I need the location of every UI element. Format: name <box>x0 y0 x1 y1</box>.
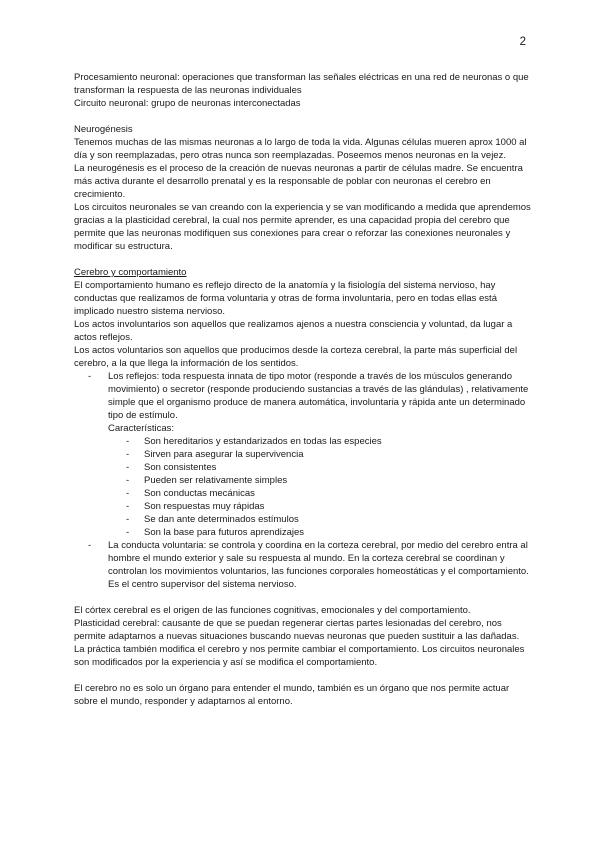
list-item: - Se dan ante determinados estímulos <box>126 514 299 525</box>
document-body <box>74 71 532 708</box>
paragraph: Los actos involuntarios son aquellos que realizamos ajenos a nuestra consciencia y voluntad, da lugar a actos reflejos. <box>74 319 513 343</box>
paragraph: El comportamiento humano es reflejo directo de la anatomía y la fisiología del sistema nervioso, hay conductas que realizamos de forma voluntaria y otras de forma involuntaria, pero en todas ellas está implicado nuestro sistema nervioso. <box>74 280 497 317</box>
list-item: - Son la base para futuros aprendizajes <box>126 527 305 538</box>
paragraph: Tenemos muchas de las mismas neuronas a lo largo de toda la vida. Algunas células mueren aprox 1000 al día y son reemplazadas, pero otras nunca son reemplazadas. Poseemos menos neuronas en la vejez. <box>74 137 527 161</box>
closing-paragraph: El cerebro no es solo un órgano para entender el mundo, también es un órgano que nos permite actuar sobre el mundo, responder y adaptarnos al entorno. <box>74 683 510 707</box>
paragraph: El córtex cerebral es el origen de las funciones cognitivas, emocionales y del comportamiento. <box>74 605 471 616</box>
caracteristicas-list <box>74 435 532 539</box>
caracteristicas-label: Características: <box>108 423 174 434</box>
list-item: - Son hereditarios y estandarizados en todas las especies <box>126 436 382 447</box>
list-item: - Pueden ser relativamente simples <box>126 475 288 486</box>
bullet-marker: - <box>88 371 92 382</box>
paragraph: La práctica también modifica el cerebro y nos permite cambiar el comportamiento. Los circuitos neuronales son modificados por la experiencia y así se modifica el comportamiento. <box>74 644 525 668</box>
bullet-conducta-voluntaria <box>74 539 532 591</box>
paragraph: La neurogénesis es el proceso de la creación de nuevas neuronas a partir de células madre. Se encuentra más activa durante el desarrollo prenatal y es la responsable de poblar con neuronas el cerebro en crecimiento. <box>74 163 523 200</box>
section-heading-neurogenesis: Neurogénesis <box>74 124 133 135</box>
bullet-text: La conducta voluntaria: se controla y coordina en la corteza cerebral, por medio del cerebro entra al hombre el mundo exterior y sale su respuesta al mundo. En la corteza cerebral se coordinan y controlan los movimientos voluntarios, las funciones corporales homeostáticas y el comportamiento. Es el centro supervisor del sistema nervioso. <box>108 540 529 590</box>
paragraph: Los circuitos neuronales se van creando con la experiencia y se van modificando a medida que aprendemos gracias a la plasticidad cerebral, la cual nos permite aprender, es una capacidad propia del cerebro que permite que las neuronas modifiquen sus conexiones para crear o reforzar las conexiones neuronales y modificar su estructura. <box>74 202 531 252</box>
definition-procesamiento: Procesamiento neuronal: operaciones que transforman las señales eléctricas en una red de neuronas o que transforman la respuesta de las neuronas individuales <box>74 72 529 96</box>
list-item: - Sirven para asegurar la supervivencia <box>126 449 304 460</box>
list-item: - Son conductas mecánicas <box>126 488 255 499</box>
definition-circuito: Circuito neuronal: grupo de neuronas interconectadas <box>74 98 301 109</box>
paragraph: Plasticidad cerebral: causante de que se puedan regenerar ciertas partes lesionadas del cerebro, nos permite adaptarnos a nuevas situaciones buscando nuevas neuronas que pueden sustituir a las dañadas. <box>74 618 520 642</box>
list-item: - Son respuestas muy rápidas <box>126 501 265 512</box>
bullet-text: Los reflejos: toda respuesta innata de tipo motor (responde a través de los músculos generando movimiento) o secretor (responde produciendo sustancias a través de las glándulas) , relativamente simple que el organismo produce de manera automática, involuntaria y rápida ante un determinado tipo de estímulo. <box>108 371 529 421</box>
list-item: - Son consistentes <box>126 462 217 473</box>
bullet-reflejos <box>74 370 532 422</box>
page-number: 2 <box>519 36 526 48</box>
paragraph: Los actos voluntarios son aquellos que producimos desde la corteza cerebral, la parte más superficial del cerebro, a la que llega la información de los sentidos. <box>74 345 518 369</box>
section-heading-cerebro: Cerebro y comportamiento <box>74 267 187 278</box>
bullet-marker: - <box>88 540 92 551</box>
